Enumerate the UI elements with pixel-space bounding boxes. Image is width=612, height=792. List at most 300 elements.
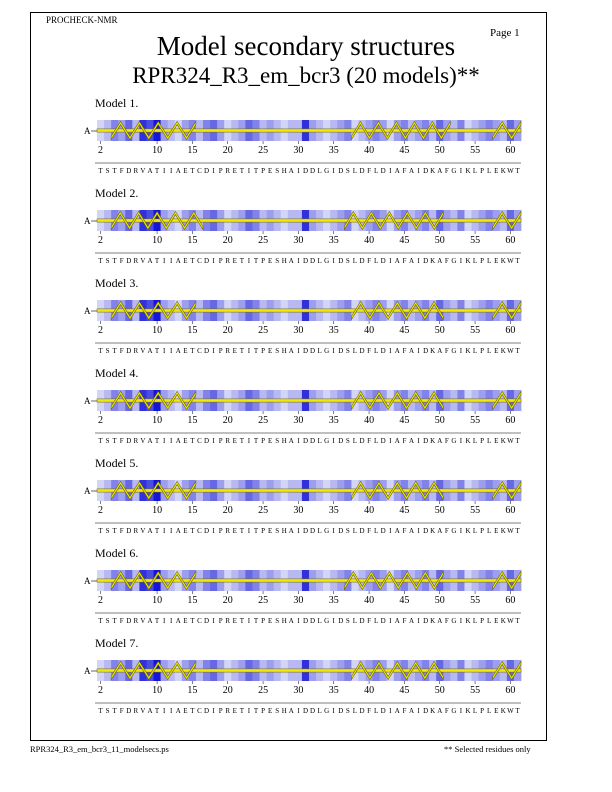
residue-letter: T [154, 167, 160, 175]
residue-letter: P [261, 257, 266, 265]
residue-letter: L [487, 707, 492, 715]
residue-letter: A [288, 527, 294, 535]
residue-letter: S [275, 257, 280, 265]
residue-letter: K [430, 167, 436, 175]
residue-letter: S [105, 167, 110, 175]
residue-letter: F [402, 257, 407, 265]
ruler-number: 20 [222, 325, 233, 336]
residue-letter: A [175, 527, 181, 535]
residue-letter: T [112, 707, 117, 715]
ruler-number: 25 [258, 415, 269, 426]
residue-letter: T [112, 617, 117, 625]
residue-letter: D [203, 437, 210, 445]
chain-label: A [84, 216, 91, 226]
residue-letter: V [140, 437, 146, 445]
residue-letter: E [267, 167, 273, 175]
residue-letter: V [140, 527, 146, 535]
residue-letter: R [225, 257, 231, 265]
residue-letter: L [352, 617, 358, 625]
residue-letter: T [98, 167, 103, 175]
residue-letter: E [494, 167, 499, 175]
ruler-number: 40 [364, 505, 375, 516]
residue-letter: A [408, 527, 415, 535]
residue-letter: R [133, 347, 139, 355]
residue-letter: E [232, 437, 237, 445]
residue-letter: I [459, 257, 463, 265]
chain-label: A [84, 486, 91, 496]
residue-letter: K [465, 257, 471, 265]
ruler-number: 25 [258, 685, 269, 696]
residue-letter: G [324, 527, 330, 535]
residue-letter: T [112, 257, 117, 265]
residue-letter: D [338, 437, 344, 445]
ruler-number: 2 [98, 415, 104, 426]
residue-letter: I [297, 347, 300, 355]
ruler-number: 25 [258, 145, 269, 156]
model-label: Model 2. [95, 186, 139, 200]
residue-letter: K [465, 617, 471, 625]
residue-letter: E [494, 257, 499, 265]
residue-letter: A [394, 527, 400, 535]
residue-letter: L [317, 617, 322, 625]
residue-letter: T [154, 347, 160, 355]
residue-letter: E [232, 167, 237, 175]
ruler-number: 30 [293, 505, 304, 516]
residue-letter: T [98, 527, 103, 535]
ruler-number: 35 [328, 595, 339, 606]
model-label: Model 6. [95, 546, 139, 560]
ruler-number: 45 [399, 235, 410, 246]
residue-letter: K [465, 167, 471, 175]
residue-letter: T [515, 257, 520, 265]
residue-letter: D [126, 167, 132, 175]
residue-letter: C [197, 707, 202, 715]
residue-letter: T [190, 527, 195, 535]
residue-letter: E [267, 257, 273, 265]
residue-letter: E [494, 347, 499, 355]
residue-letter: W [507, 347, 514, 355]
residue-letter: T [154, 527, 160, 535]
ruler-number: 50 [434, 415, 445, 426]
residue-letter: S [345, 617, 350, 625]
residue-letter: I [332, 437, 335, 445]
residue-letter: T [515, 437, 520, 445]
residue-letter: D [423, 347, 429, 355]
ruler-number: 25 [258, 235, 269, 246]
residue-letter: I [247, 347, 251, 355]
residue-letter: F [119, 707, 124, 715]
residue-letter: D [203, 167, 210, 175]
residue-letter: T [239, 617, 245, 625]
residue-letter: A [437, 437, 443, 445]
residue-letter: T [239, 527, 245, 535]
residue-letter: A [175, 437, 181, 445]
residue-letter: A [394, 437, 400, 445]
model-label: Model 5. [95, 456, 139, 470]
ruler-number: 60 [505, 505, 516, 516]
residue-letter: I [297, 437, 300, 445]
residue-letter: E [267, 437, 273, 445]
residue-letter: D [126, 527, 132, 535]
residue-letter: P [218, 257, 223, 265]
residue-letter: D [359, 527, 365, 535]
coil-strip [97, 399, 521, 402]
residue-letter: L [487, 257, 492, 265]
residue-letter: R [225, 617, 231, 625]
residue-letter: F [119, 347, 124, 355]
residue-letter: T [515, 707, 520, 715]
residue-letter: A [394, 347, 400, 355]
residue-letter: A [437, 347, 443, 355]
ruler-number: 45 [399, 685, 410, 696]
ruler-number: 25 [258, 595, 269, 606]
residue-letter: I [459, 167, 463, 175]
residue-letter: K [430, 617, 436, 625]
residue-letter: P [480, 257, 485, 265]
residue-letter: H [281, 347, 287, 355]
residue-letter: I [212, 347, 215, 355]
ruler-number: 2 [98, 145, 104, 156]
residue-letter: W [507, 527, 514, 535]
sequence [98, 257, 520, 265]
residue-letter: S [105, 257, 110, 265]
residue-letter: A [147, 617, 153, 625]
residue-letter: G [324, 617, 330, 625]
residue-letter: L [487, 437, 492, 445]
residue-letter: I [297, 707, 300, 715]
residue-letter: T [515, 617, 520, 625]
residue-letter: S [275, 347, 280, 355]
chain-label: A [84, 576, 91, 586]
residue-letter: K [500, 167, 506, 175]
residue-letter: I [247, 257, 251, 265]
residue-letter: L [352, 347, 358, 355]
residue-letter: V [140, 617, 146, 625]
residue-letter: F [367, 347, 372, 355]
ruler-number: 50 [434, 145, 445, 156]
residue-letter: E [232, 617, 237, 625]
residue-letter: I [162, 617, 166, 625]
residue-letter: A [175, 167, 181, 175]
residue-letter: I [247, 527, 251, 535]
residue-letter: D [302, 617, 309, 625]
residue-letter: T [253, 167, 259, 175]
residue-letter: T [190, 437, 195, 445]
residue-letter: D [380, 347, 386, 355]
residue-letter: P [218, 437, 223, 445]
residue-letter: D [359, 167, 365, 175]
residue-letter: P [218, 347, 223, 355]
ruler-number: 30 [293, 415, 304, 426]
residue-letter: L [317, 167, 322, 175]
residue-letter: A [288, 347, 294, 355]
residue-letter: P [480, 707, 485, 715]
residue-letter: D [380, 437, 386, 445]
residue-letter: D [380, 527, 386, 535]
residue-letter: I [332, 257, 335, 265]
residue-letter: E [267, 347, 273, 355]
residue-letter: G [451, 527, 457, 535]
residue-letter: D [338, 617, 344, 625]
residue-letter: I [170, 347, 173, 355]
ruler-number: 60 [505, 235, 516, 246]
residue-letter: L [352, 527, 358, 535]
ruler-number: 15 [187, 505, 198, 516]
ruler-number: 25 [258, 325, 269, 336]
residue-letter: A [288, 617, 294, 625]
ruler-number: 55 [470, 685, 481, 696]
residue-letter: P [218, 617, 223, 625]
residue-letter: A [288, 257, 294, 265]
residue-letter: F [119, 437, 124, 445]
residue-letter: L [317, 347, 322, 355]
residue-letter: K [430, 437, 436, 445]
residue-letter: S [275, 527, 280, 535]
ruler-number: 55 [470, 235, 481, 246]
residue-letter: P [261, 617, 266, 625]
residue-letter: G [324, 707, 330, 715]
residue-letter: I [212, 707, 215, 715]
residue-letter: D [359, 707, 365, 715]
residue-letter: D [359, 437, 365, 445]
footer-note: ** Selected residues only [444, 744, 531, 754]
residue-letter: T [253, 257, 259, 265]
residue-letter: V [140, 167, 146, 175]
coil-strip [97, 669, 521, 672]
residue-letter: L [472, 257, 478, 265]
ruler-number: 40 [364, 325, 375, 336]
footer-filename: RPR324_R3_em_bcr3_11_modelsecs.ps [30, 744, 169, 754]
residue-letter: D [309, 617, 316, 625]
residue-letter: F [367, 257, 372, 265]
residue-letter: F [444, 437, 449, 445]
residue-letter: I [170, 527, 173, 535]
residue-letter: E [183, 347, 188, 355]
residue-letter: A [394, 257, 400, 265]
residue-letter: A [437, 257, 443, 265]
residue-letter: I [417, 707, 420, 715]
ruler-number: 2 [98, 505, 104, 516]
residue-letter: I [170, 617, 173, 625]
residue-letter: K [500, 347, 506, 355]
ruler-number: 55 [470, 505, 481, 516]
residue-letter: E [267, 707, 273, 715]
residue-letter: D [302, 347, 309, 355]
ruler-number: 50 [434, 235, 445, 246]
residue-letter: R [225, 437, 231, 445]
residue-letter: T [239, 167, 245, 175]
residue-letter: I [212, 527, 215, 535]
residue-letter: F [367, 617, 372, 625]
residue-letter: L [352, 167, 358, 175]
residue-letter: I [459, 707, 463, 715]
residue-letter: I [212, 257, 215, 265]
residue-letter: G [451, 347, 457, 355]
residue-letter: D [126, 617, 132, 625]
residue-letter: E [267, 527, 273, 535]
residue-letter: F [119, 167, 124, 175]
residue-letter: S [105, 707, 110, 715]
residue-letter: S [105, 617, 110, 625]
residue-letter: D [338, 167, 344, 175]
residue-letter: I [162, 257, 166, 265]
residue-letter: D [309, 167, 316, 175]
residue-letter: A [175, 347, 181, 355]
sequence [98, 437, 520, 445]
residue-letter: E [232, 527, 237, 535]
residue-letter: R [133, 167, 139, 175]
residue-letter: I [212, 167, 215, 175]
residue-letter: A [175, 257, 181, 265]
residue-letter: S [275, 167, 280, 175]
residue-letter: F [402, 167, 407, 175]
residue-letter: G [324, 437, 330, 445]
residue-letter: L [317, 437, 322, 445]
residue-letter: R [225, 527, 231, 535]
residue-letter: H [281, 527, 287, 535]
page-number: Page 1 [490, 27, 520, 39]
residue-letter: K [430, 257, 436, 265]
residue-letter: H [281, 437, 287, 445]
residue-letter: I [247, 707, 251, 715]
ruler-number: 30 [293, 235, 304, 246]
residue-letter: K [430, 527, 436, 535]
model-structure-plot [0, 650, 612, 742]
ruler-number: 35 [328, 415, 339, 426]
ruler-number: 50 [434, 325, 445, 336]
residue-letter: L [373, 617, 379, 625]
residue-letter: K [430, 347, 436, 355]
residue-letter: I [247, 617, 251, 625]
residue-letter: K [500, 437, 506, 445]
residue-letter: L [487, 167, 492, 175]
ruler-number: 2 [98, 235, 104, 246]
ruler-number: 40 [364, 595, 375, 606]
residue-letter: T [190, 707, 195, 715]
residue-letter: F [119, 257, 124, 265]
residue-letter: E [494, 707, 499, 715]
residue-letter: S [275, 437, 280, 445]
residue-letter: A [147, 347, 153, 355]
ruler-number: 55 [470, 325, 481, 336]
residue-letter: D [359, 617, 365, 625]
residue-letter: A [147, 167, 153, 175]
model-structure-plot [0, 470, 612, 562]
residue-letter: R [225, 347, 231, 355]
residue-letter: L [472, 347, 478, 355]
residue-letter: F [367, 437, 372, 445]
residue-letter: I [332, 347, 335, 355]
residue-letter: E [183, 167, 188, 175]
residue-letter: E [183, 437, 188, 445]
ruler-number: 20 [222, 505, 233, 516]
residue-letter: K [465, 347, 471, 355]
ruler-number: 10 [152, 505, 163, 516]
residue-letter: K [465, 437, 471, 445]
ruler-number: 60 [505, 145, 516, 156]
residue-letter: T [515, 347, 520, 355]
residue-letter: A [408, 347, 415, 355]
residue-letter: T [190, 167, 195, 175]
ruler-number: 15 [187, 595, 198, 606]
residue-letter: T [253, 347, 259, 355]
residue-letter: I [417, 257, 420, 265]
residue-letter: T [154, 707, 160, 715]
residue-letter: P [261, 527, 266, 535]
residue-letter: S [105, 437, 110, 445]
residue-letter: L [472, 167, 478, 175]
residue-letter: L [317, 707, 322, 715]
residue-letter: L [373, 527, 379, 535]
residue-letter: T [190, 617, 195, 625]
residue-letter: E [183, 527, 188, 535]
residue-letter: R [133, 527, 139, 535]
residue-letter: K [465, 527, 471, 535]
residue-letter: D [359, 347, 365, 355]
model-label: Model 4. [95, 366, 139, 380]
residue-letter: K [500, 707, 506, 715]
residue-letter: H [281, 167, 287, 175]
residue-letter: I [389, 167, 392, 175]
residue-letter: F [402, 527, 407, 535]
ruler-number: 10 [152, 595, 163, 606]
ruler-number: 55 [470, 595, 481, 606]
residue-letter: D [126, 257, 132, 265]
ruler-number: 35 [328, 685, 339, 696]
residue-letter: F [367, 707, 372, 715]
residue-letter: D [309, 347, 316, 355]
residue-letter: I [417, 617, 420, 625]
residue-letter: D [309, 437, 316, 445]
residue-letter: P [261, 167, 266, 175]
residue-letter: I [389, 707, 392, 715]
residue-letter: P [218, 527, 223, 535]
residue-letter: A [288, 437, 294, 445]
residue-letter: F [444, 167, 449, 175]
residue-letter: T [253, 437, 259, 445]
residue-letter: P [480, 617, 485, 625]
ruler-number: 30 [293, 145, 304, 156]
coil-strip [97, 489, 521, 492]
residue-letter: G [451, 617, 457, 625]
ruler-number: 10 [152, 235, 163, 246]
residue-letter: H [281, 707, 287, 715]
model-structure-plot [0, 110, 612, 202]
residue-letter: P [218, 167, 223, 175]
residue-letter: D [302, 257, 309, 265]
residue-letter: T [239, 257, 245, 265]
residue-letter: L [352, 257, 358, 265]
sequence [98, 527, 520, 535]
residue-letter: I [389, 257, 392, 265]
residue-letter: T [98, 257, 103, 265]
ruler-number: 55 [470, 415, 481, 426]
chain-label: A [84, 306, 91, 316]
residue-letter: R [133, 707, 139, 715]
residue-letter: C [197, 257, 202, 265]
residue-letter: F [444, 257, 449, 265]
residue-letter: I [389, 347, 392, 355]
residue-letter: I [417, 347, 420, 355]
coil-strip [97, 579, 521, 582]
residue-letter: I [459, 527, 463, 535]
residue-letter: C [197, 167, 202, 175]
residue-letter: I [417, 167, 420, 175]
residue-letter: G [324, 347, 330, 355]
residue-letter: W [507, 167, 514, 175]
ruler-number: 15 [187, 415, 198, 426]
residue-letter: D [423, 167, 429, 175]
